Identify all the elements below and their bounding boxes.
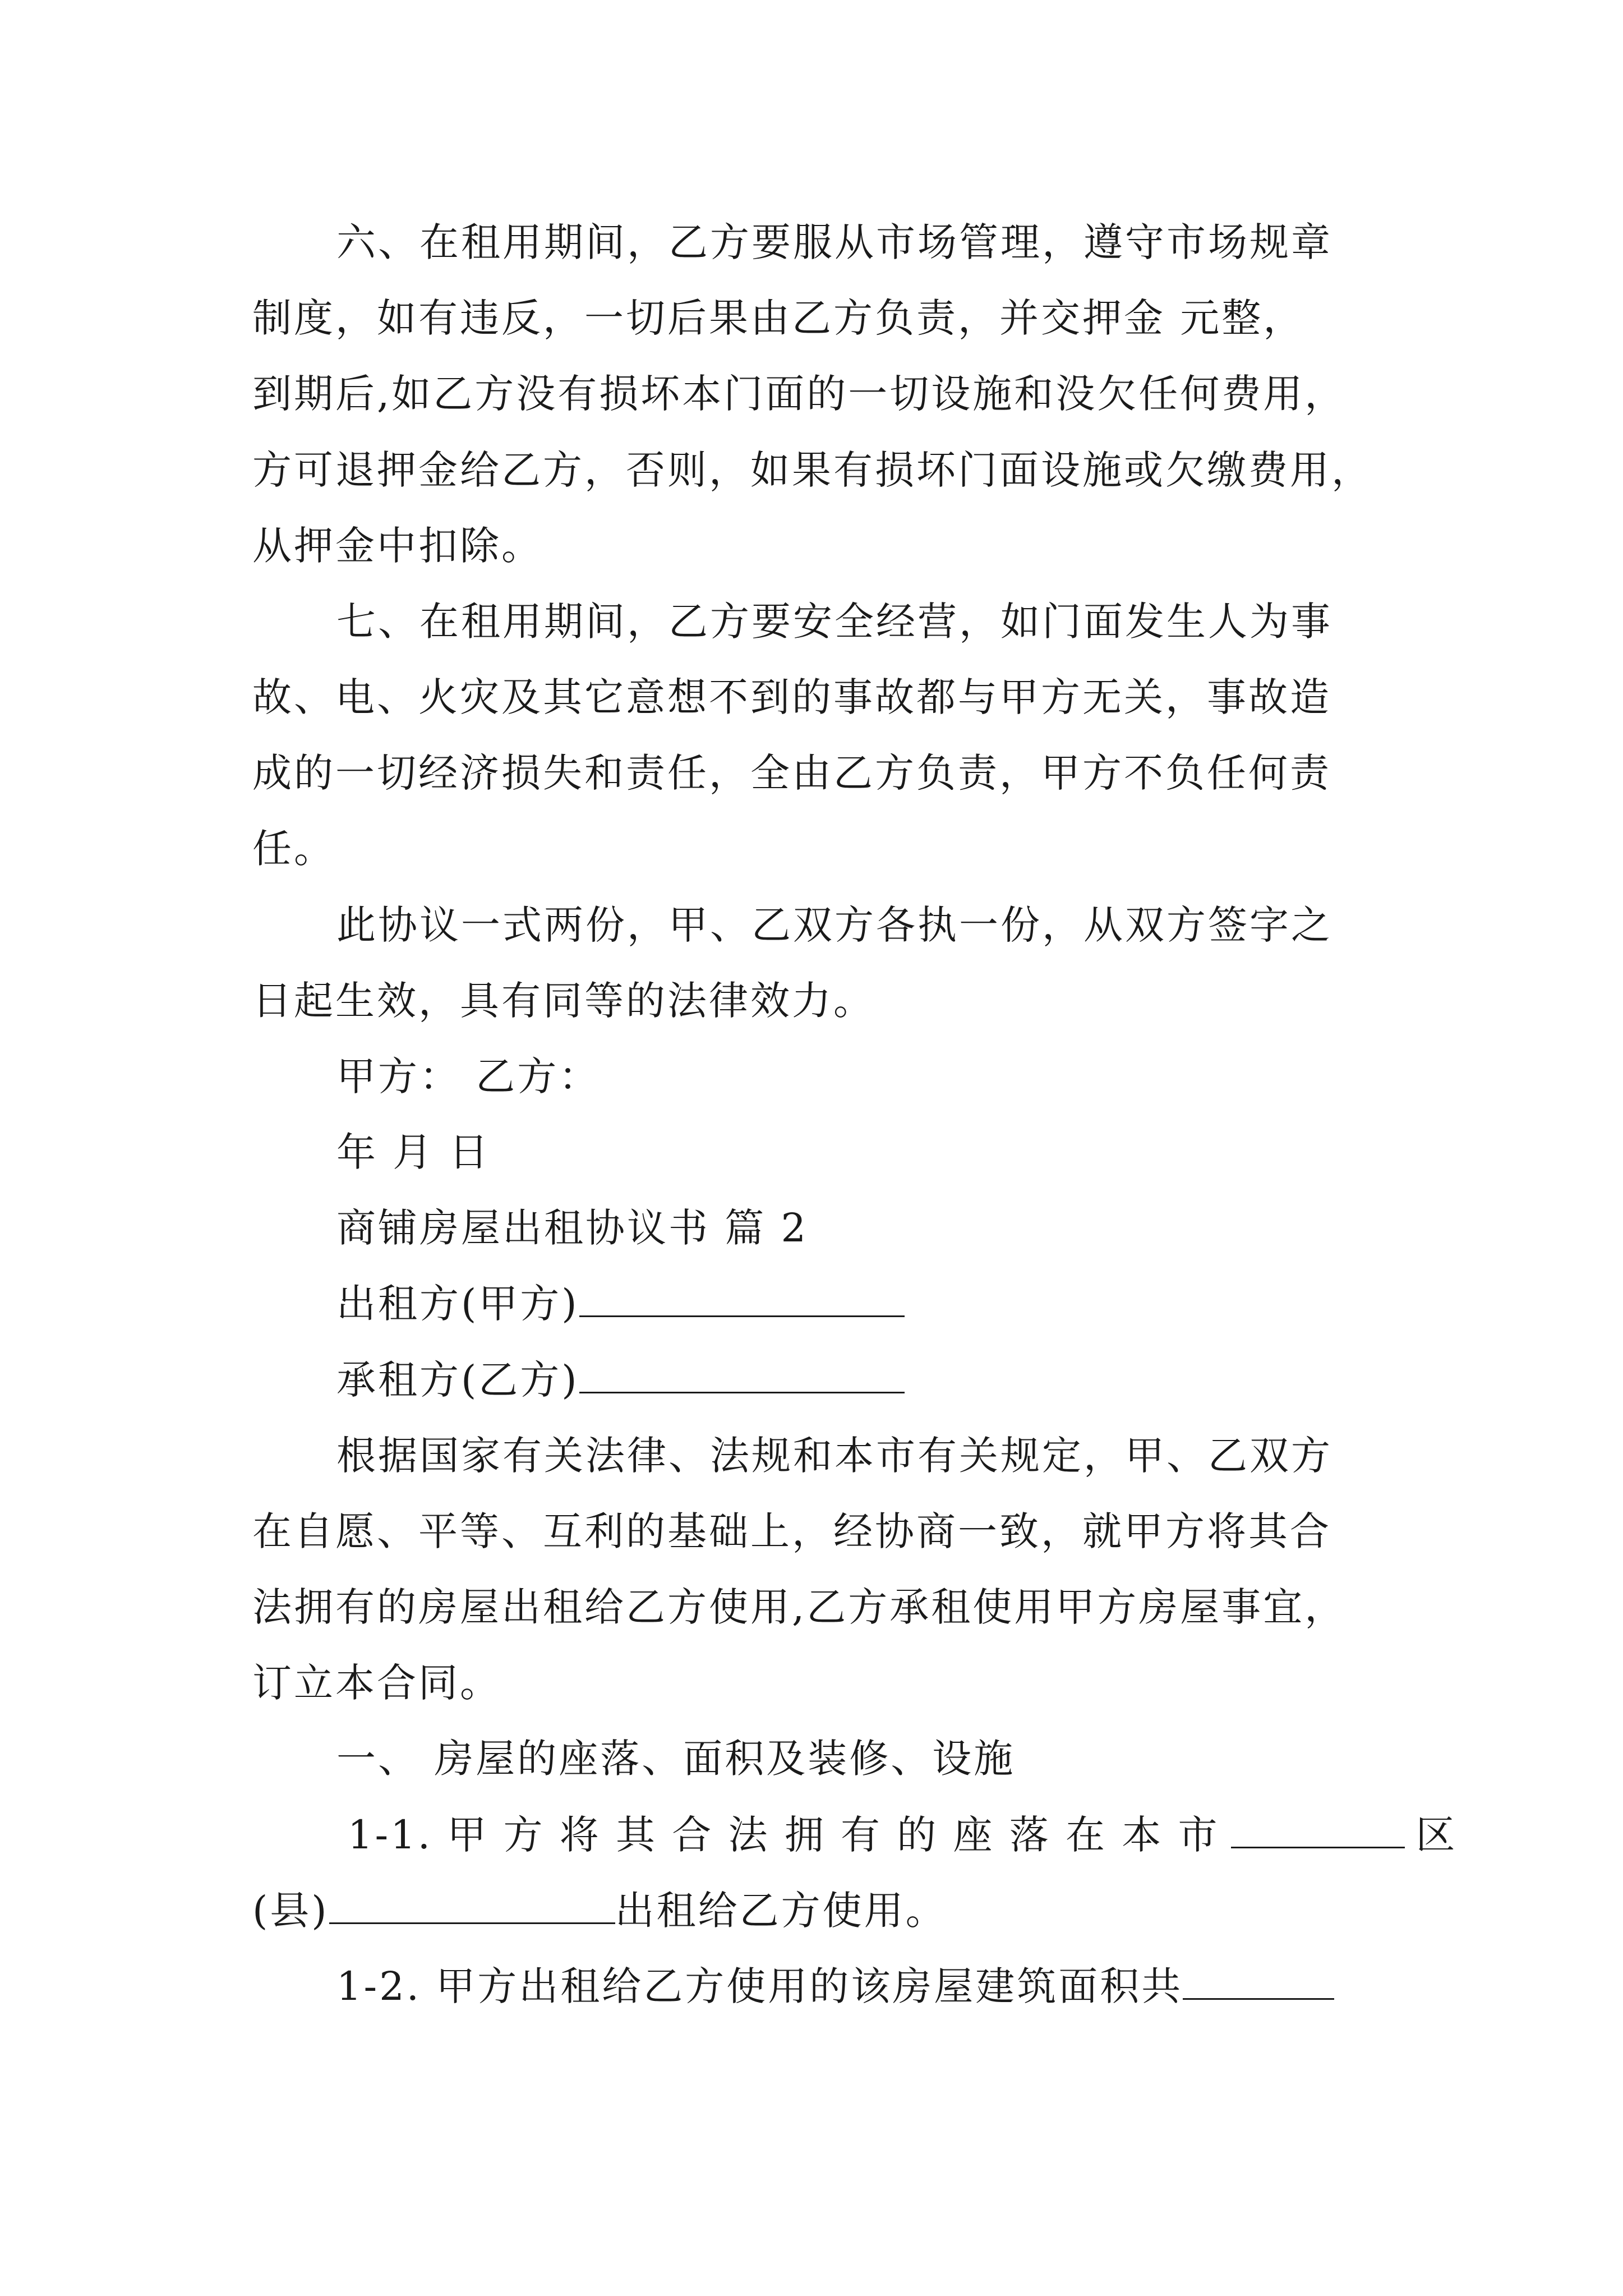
clause-1-1-line-2 bbox=[252, 1877, 1458, 1944]
clause-1-1-line-1 bbox=[348, 1801, 1458, 1869]
paragraph-7-line-3: 成的一切经济损失和责任，全由乙方负责，甲方不负任何责 bbox=[252, 750, 1331, 796]
paragraph-7-line-4: 任。 bbox=[252, 826, 335, 872]
lessor-field bbox=[336, 1270, 1458, 1337]
address-blank bbox=[329, 1889, 615, 1924]
preamble-line-4: 订立本合同。 bbox=[252, 1660, 501, 1706]
lessee-field bbox=[336, 1346, 1458, 1414]
clause-1-2-text: 1-2. 甲方出租给乙方使用的该房屋建筑面积共 bbox=[336, 1963, 1183, 2009]
county-label: (县) bbox=[252, 1888, 329, 1934]
paragraph-6-line-1: 六、在租用期间，乙方要服从市场管理，遵守市场规章 bbox=[336, 219, 1332, 265]
signature-date: 年 月 日 bbox=[336, 1129, 491, 1175]
section-title-part-2: 商铺房屋出租协议书 篇 2 bbox=[336, 1205, 809, 1251]
article-1-heading: 一、 房屋的座落、面积及装修、设施 bbox=[336, 1736, 1016, 1782]
paragraph-6-line-3: 到期后,如乙方没有损坏本门面的一切设施和没欠任何费用， bbox=[252, 371, 1347, 417]
lessee-blank bbox=[579, 1358, 905, 1393]
district-blank bbox=[1231, 1813, 1405, 1848]
preamble-line-3: 法拥有的房屋出租给乙方使用,乙方承租使用甲方房屋事宜， bbox=[252, 1584, 1347, 1630]
paragraph-6-line-4: 方可退押金给乙方，否则，如果有损坏门面设施或欠缴费用， bbox=[252, 447, 1373, 493]
paragraph-6-line-5: 从押金中扣除。 bbox=[252, 523, 543, 569]
clause-1-1-ending: 出租给乙方使用。 bbox=[615, 1888, 947, 1934]
area-blank bbox=[1183, 1964, 1334, 2000]
lessor-label: 出租方(甲方) bbox=[336, 1281, 579, 1327]
paragraph-7-line-1: 七、在租用期间，乙方要安全经营，如门面发生人为事 bbox=[336, 599, 1332, 645]
clause-1-2-line-1 bbox=[336, 1953, 1458, 2020]
copies-clause-line-2: 日起生效，具有同等的法律效力。 bbox=[252, 978, 875, 1024]
paragraph-6-line-2: 制度，如有违反，一切后果由乙方负责，并交押金 元整， bbox=[252, 295, 1305, 341]
paragraph-7-line-2: 故、电、火灾及其它意想不到的事故都与甲方无关，事故造 bbox=[252, 674, 1331, 720]
copies-clause-line-1: 此协议一式两份，甲、乙双方各执一份，从双方签字之 bbox=[336, 902, 1332, 948]
lessor-blank bbox=[579, 1282, 905, 1317]
district-label: 区 bbox=[1415, 1812, 1458, 1858]
lessee-label: 承租方(乙方) bbox=[336, 1357, 579, 1403]
preamble-line-1: 根据国家有关法律、法规和本市有关规定，甲、乙双方 bbox=[336, 1433, 1332, 1479]
clause-1-1-text: 1-1. 甲 方 将 其 合 法 拥 有 的 座 落 在 本 市 bbox=[348, 1812, 1220, 1858]
signature-parties: 甲方： 乙方： bbox=[336, 1053, 601, 1099]
preamble-line-2: 在自愿、平等、互利的基础上，经协商一致，就甲方将其合 bbox=[252, 1508, 1331, 1554]
